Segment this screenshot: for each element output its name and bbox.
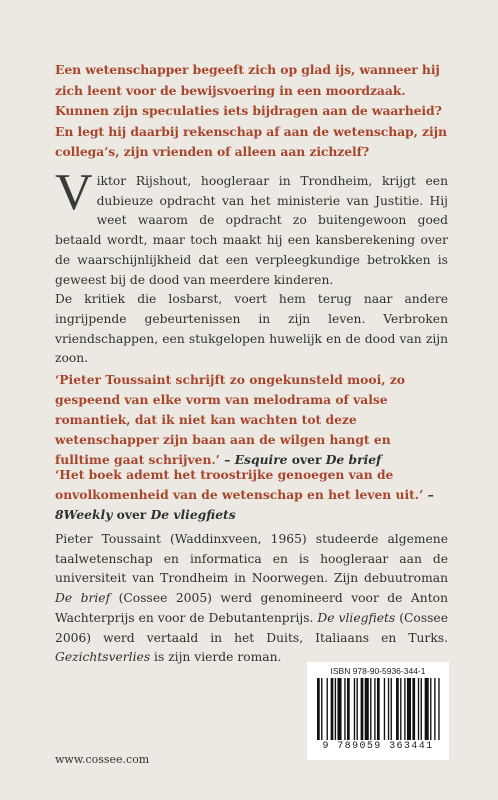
quote-over: over [287, 452, 326, 467]
bio-text: Pieter Toussaint (Waddinxveen, 1965) studeerde algemene taalwetenschap en informatica en is hoogleraar aan de universiteit van Trondheim in Noorwegen. Zijn debuutroman [55, 532, 448, 586]
quote-over: over [112, 507, 151, 522]
bio-text: is zijn vierde roman. [150, 650, 282, 665]
quote-dash: – [423, 487, 434, 502]
quote-source: 8Weekly [55, 507, 113, 522]
barcode-bars [317, 678, 441, 740]
synopsis-paragraph-1 [55, 164, 448, 290]
synopsis-text-1: iktor Rijshout, hoogleraar in Trondheim, krijgt een dubieuze opdracht van het ministerie van Justitie. Hij weet waarom de opdracht zo buitengewoon goed betaald wordt, maar toch maakt hij een kansberekening over de waarschijnlijkheid dat een verpleegkundige betrokken is geweest bij de dood van meerdere kinderen. [55, 174, 448, 287]
publisher-website: www.cossee.com [55, 753, 150, 766]
quote-text: ‘Het boek ademt het troostrijke genoegen van de onvolkomenheid van de wetenschap en het leven uit.’ [55, 467, 424, 502]
synopsis [55, 164, 448, 369]
author-bio [55, 530, 448, 668]
intro-blurb: Een wetenschapper begeeft zich op glad ijs, wanneer hij zich leent voor de bewijsvoering in een moordzaak. Kunnen zijn speculaties iets bijdragen aan de waarheid? En legt hij daarbij rekenschap af aan de wetenschap, zijn collega’s, zijn vrienden of alleen aan zichzelf? [55, 62, 447, 159]
quote-dash: – [219, 452, 235, 467]
synopsis-paragraph-2: De kritiek die losbarst, voert hem terug naar andere ingrijpende gebeurtenissen in zijn leven. Verbroken vriendschappen, een stukgelopen huwelijk en de dood van zijn zoon. [55, 292, 448, 366]
drop-cap: V [55, 164, 93, 221]
bio-text: (Cossee 2005) werd genomineerd voor de Anton Wachterprijs en voor de Debutantenprijs. [55, 591, 448, 625]
isbn-label: ISBN 978-90-5936-344-1 [330, 666, 426, 676]
bio-book-title: De brief [55, 591, 111, 606]
review-quote-1 [55, 370, 448, 470]
bio-text: (Cossee 2006) werd vertaald in het Duits, Italiaans en Turks. [55, 610, 448, 645]
quote-book-title: De vliegfiets [150, 507, 236, 522]
bio-book-title: Gezichtsverlies [55, 650, 151, 665]
quote-source: Esquire [234, 452, 288, 467]
quote-book-title: De brief [325, 452, 382, 467]
quote-text: ‘Pieter Toussaint schrijft zo ongekunsteld mooi, zo gespeend van elke vorm van melodrama of valse romantiek, dat ik niet kan wachten tot deze wetenschapper zijn baan aan de wilgen hangt en fulltime gaat schrijven.’ [55, 372, 405, 467]
review-quote-2 [55, 465, 448, 525]
barcode-digits: 9 789059 363441 [322, 741, 434, 752]
bio-book-title: De vliegfiets [317, 610, 396, 625]
isbn-barcode [307, 662, 449, 760]
